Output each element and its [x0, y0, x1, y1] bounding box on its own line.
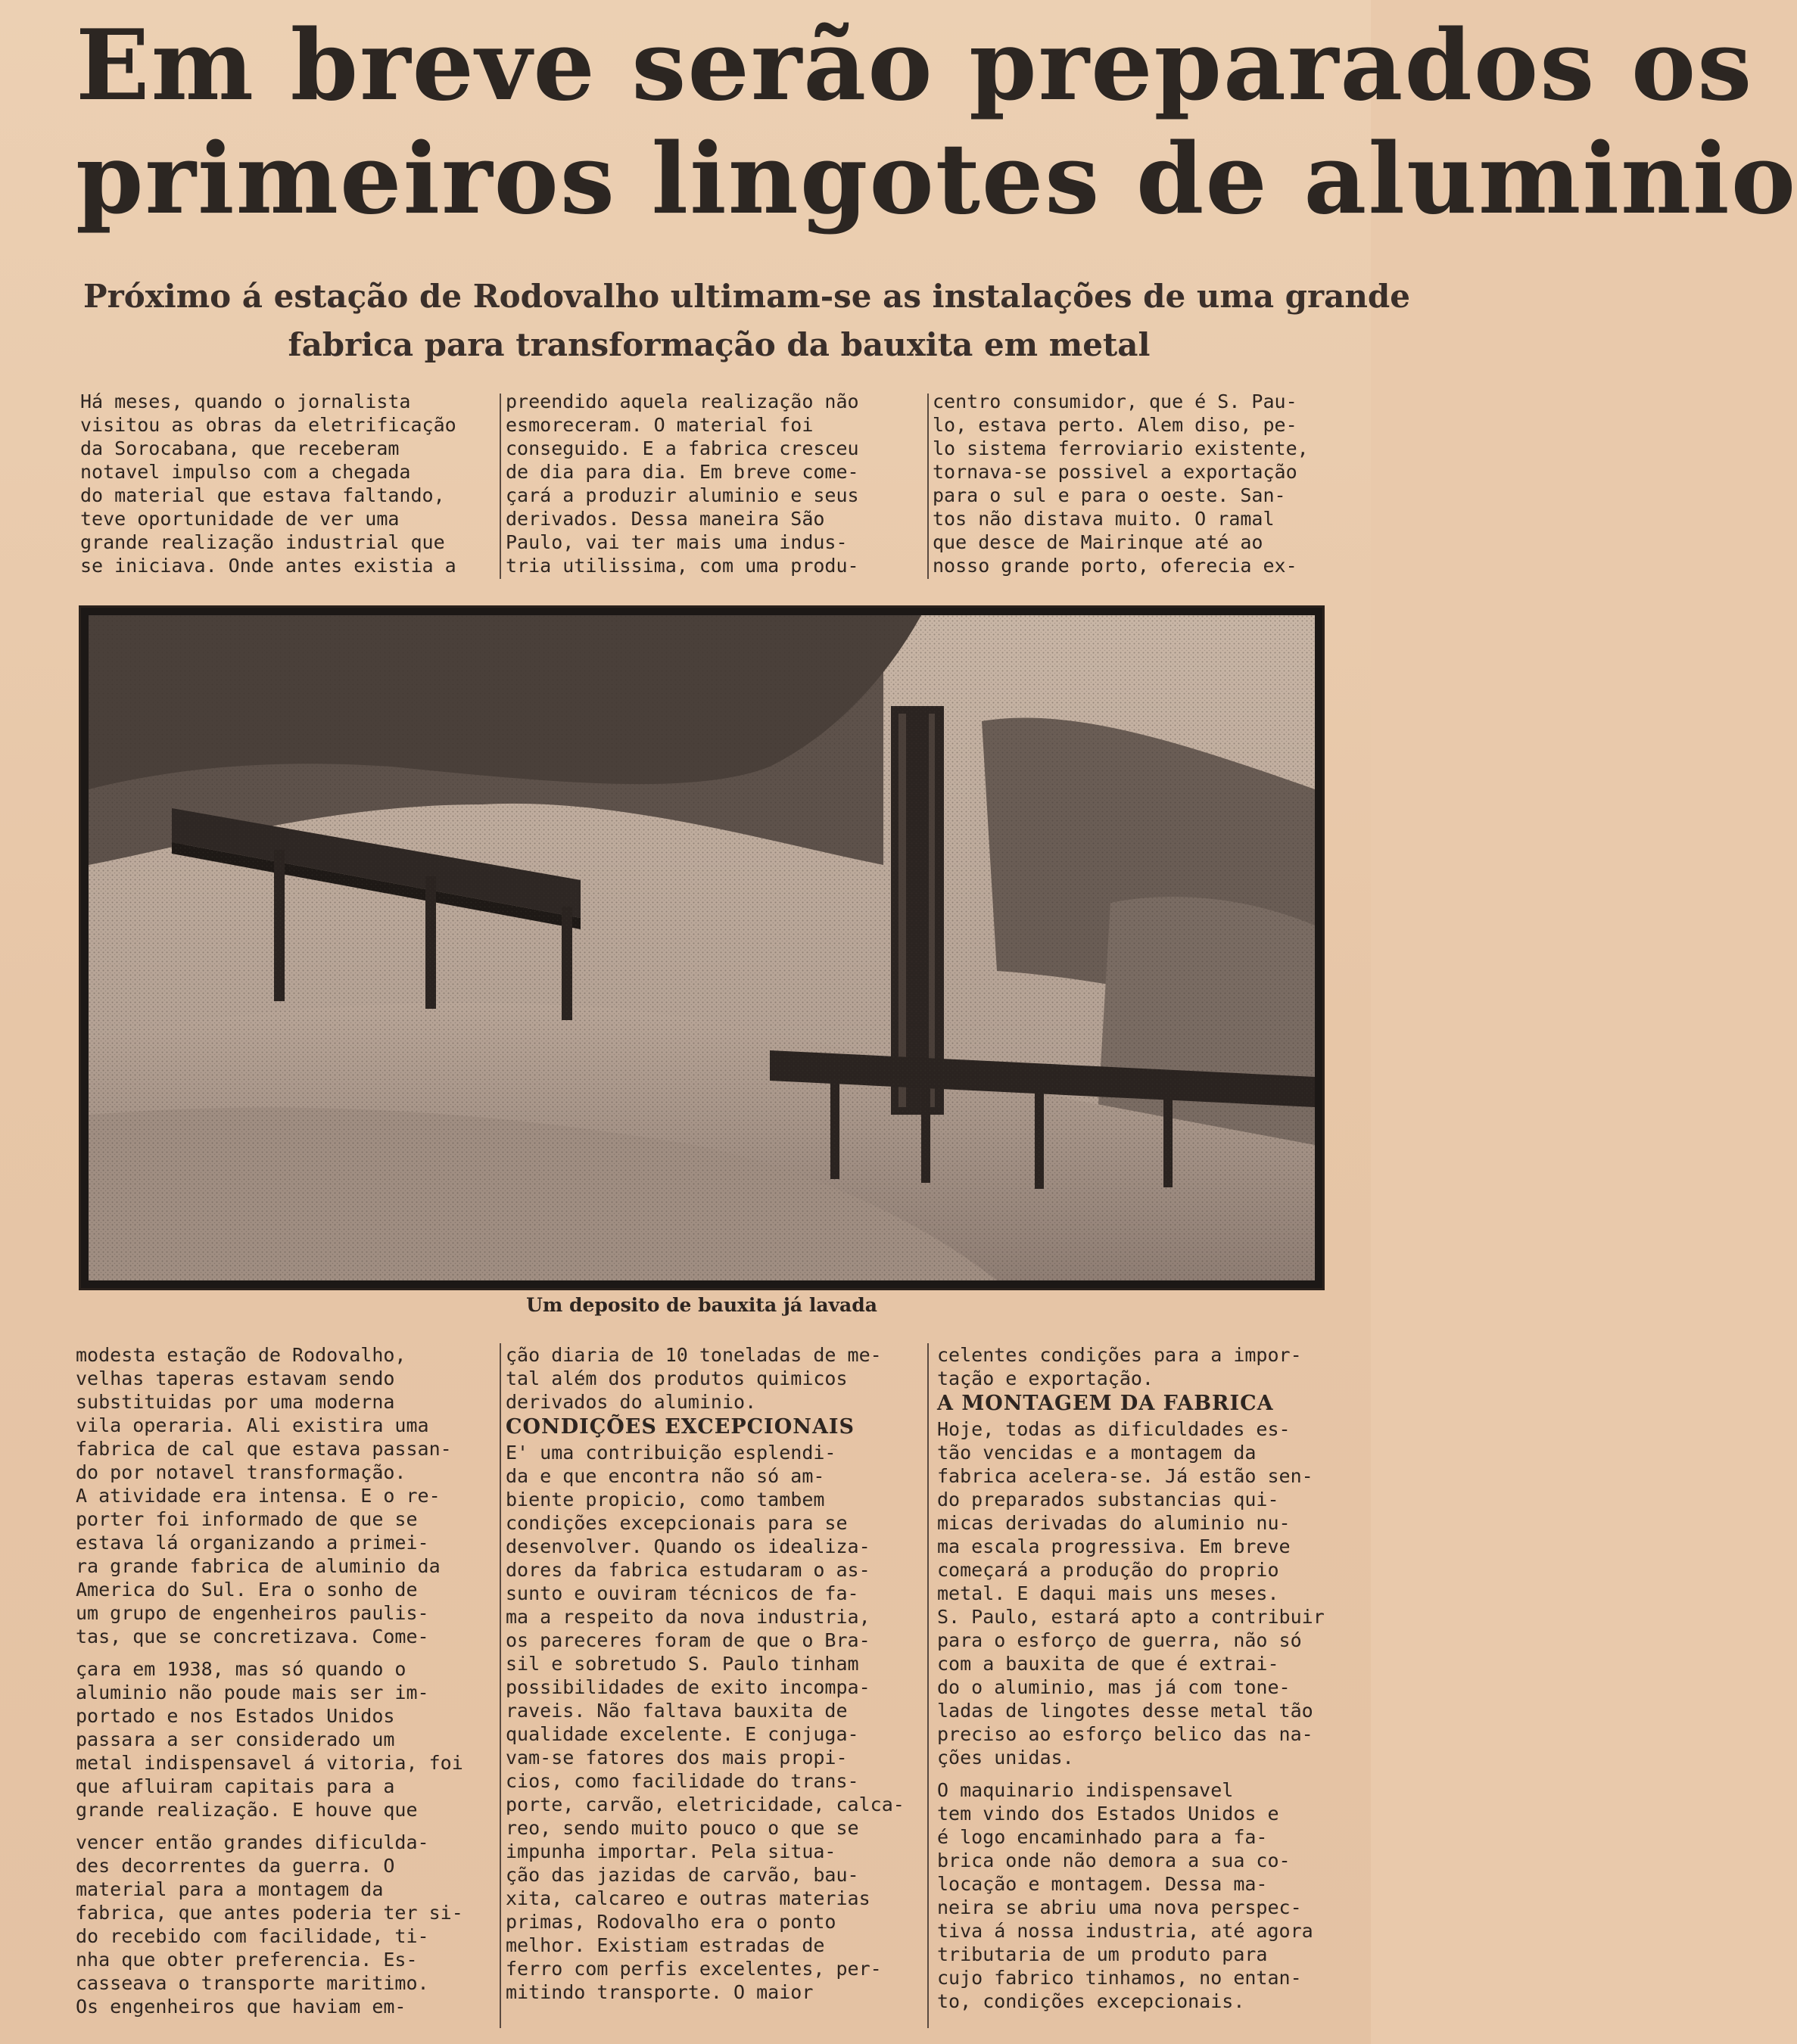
text-line: notavel impulso com a chegada	[80, 461, 411, 483]
text-line: E' uma contribuição esplendi-	[506, 1442, 836, 1464]
column-rule	[927, 394, 929, 579]
text-line: ções unidas.	[937, 1747, 1074, 1769]
bottom-column-3	[937, 1343, 1346, 2013]
text-line: ra grande fabrica de aluminio da	[76, 1555, 441, 1577]
text-line: visitou as obras da eletrificação	[80, 414, 456, 436]
text-line: Há meses, quando o jornalista	[80, 390, 411, 412]
text-line: condições excepcionais para se	[506, 1512, 848, 1534]
text-line: tem vindo dos Estados Unidos e	[937, 1803, 1279, 1825]
text-line: velhas taperas estavam sendo	[76, 1367, 395, 1389]
text-line: do material que estava faltando,	[80, 484, 445, 506]
text-line: ladas de lingotes desse metal tão	[937, 1700, 1313, 1722]
column-rule	[927, 1343, 929, 2028]
text-line: aluminio não poude mais ser im-	[76, 1682, 429, 1703]
headline	[76, 9, 1797, 236]
bauxite-deposit-photo	[89, 615, 1315, 1280]
text-line: melhor. Existiam estradas de	[506, 1934, 825, 1956]
text-line: lo, estava perto. Alem diso, pe-	[933, 414, 1297, 436]
text-line: do recebido com facilidade, ti-	[76, 1925, 429, 1947]
text-line: que desce de Mairinque até ao	[933, 531, 1263, 553]
text-line: para o esforço de guerra, não só	[937, 1629, 1302, 1651]
text-line: biente propicio, como tambem	[506, 1489, 825, 1510]
text-line: çara em 1938, mas só quando o	[76, 1658, 406, 1680]
text-line: Os engenheiros que haviam em-	[76, 1996, 406, 2018]
text-line: ção das jazidas de carvão, bau-	[506, 1864, 859, 1886]
text-line: America do Sul. Era o sonho de	[76, 1579, 418, 1601]
text-line: para o sul e para o oeste. San-	[933, 484, 1286, 506]
text-line: é logo encaminhado para a fa-	[937, 1826, 1268, 1848]
section-heading: CONDIÇÕES EXCEPCIONAIS	[506, 1415, 855, 1439]
text-line: nha que obter preferencia. Es-	[76, 1949, 418, 1971]
text-line	[937, 1769, 1346, 1778]
text-line: derivados. Dessa maneira São	[506, 508, 825, 530]
text-line: tornava-se possivel a exportação	[933, 461, 1297, 483]
text-line: com a bauxita de que é extrai-	[937, 1653, 1279, 1675]
text-line: se iniciava. Onde antes existia a	[80, 555, 456, 577]
top-column-1	[80, 390, 489, 577]
section-heading: A MONTAGEM DA FABRICA	[937, 1392, 1274, 1415]
text-line: vam-se fatores dos mais propi-	[506, 1747, 848, 1769]
text-line: ção diaria de 10 toneladas de me-	[506, 1344, 882, 1366]
headline-line-1: Em breve serão preparados os	[76, 9, 1754, 123]
text-line: metal. E daqui mais uns meses.	[937, 1582, 1279, 1604]
text-line	[76, 1648, 488, 1657]
text-line: ferro com perfis excelentes, per-	[506, 1958, 882, 1980]
text-line: A atividade era intensa. E o re-	[76, 1485, 441, 1507]
text-line: mitindo transporte. O maior	[506, 1981, 814, 2003]
text-line: da Sorocabana, que receberam	[80, 437, 400, 459]
text-line: grande realização. E houve que	[76, 1799, 418, 1821]
text-line: vila operaria. Ali existira uma	[76, 1414, 429, 1436]
text-line: xita, calcareo e outras materias	[506, 1887, 870, 1909]
text-line: preciso ao esforço belico das na-	[937, 1723, 1313, 1745]
text-line: centro consumidor, que é S. Pau-	[933, 390, 1297, 412]
text-line: cujo fabrico tinhamos, no entan-	[937, 1967, 1302, 1989]
text-line: esmoreceram. O material foi	[506, 414, 814, 436]
text-line: derivados do aluminio.	[506, 1391, 757, 1413]
text-line: os pareceres foram de que o Bra-	[506, 1629, 870, 1651]
bottom-column-2	[506, 1343, 922, 2004]
text-line: começará a produção do proprio	[937, 1559, 1279, 1581]
text-line: celentes condições para a impor-	[937, 1344, 1302, 1366]
top-column-2	[506, 390, 922, 577]
text-line: substituidas por uma moderna	[76, 1391, 395, 1413]
text-line: do preparados substancias qui-	[937, 1489, 1279, 1510]
photo-caption: Um deposito de bauxita já lavada	[526, 1294, 877, 1316]
text-line: modesta estação de Rodovalho,	[76, 1344, 406, 1366]
text-line: tria utilissima, com uma produ-	[506, 555, 859, 577]
text-line: do o aluminio, mas já com tone-	[937, 1676, 1291, 1698]
text-line: portado e nos Estados Unidos	[76, 1705, 395, 1727]
text-line: um grupo de engenheiros paulis-	[76, 1602, 429, 1624]
headline-line-2: primeiros lingotes de aluminio	[76, 123, 1797, 236]
text-line: reo, sendo muito pouco o que se	[506, 1817, 859, 1839]
text-line: porter foi informado de que se	[76, 1508, 418, 1530]
text-line: impunha importar. Pela situa-	[506, 1840, 836, 1862]
text-line: vencer então grandes dificulda-	[76, 1831, 429, 1853]
photograph	[79, 605, 1325, 1290]
text-line: porte, carvão, eletricidade, calca-	[506, 1794, 905, 1815]
subheadline	[83, 272, 1410, 369]
text-line: des decorrentes da guerra. O	[76, 1855, 395, 1877]
text-line: çará a produzir aluminio e seus	[506, 484, 859, 506]
text-line: dores da fabrica estudaram o as-	[506, 1559, 870, 1581]
text-line: estava lá organizando a primei-	[76, 1532, 429, 1554]
top-column-3	[933, 390, 1345, 577]
text-line: tação e exportação.	[937, 1367, 1154, 1389]
text-line: micas derivadas do aluminio nu-	[937, 1512, 1291, 1534]
text-line: lo sistema ferroviario existente,	[933, 437, 1309, 459]
text-line: da e que encontra não só am-	[506, 1465, 825, 1487]
text-line: de dia para dia. Em breve come-	[506, 461, 859, 483]
bottom-column-1	[76, 1343, 488, 2018]
text-line: tiva á nossa industria, até agora	[937, 1920, 1313, 1942]
column-rule	[500, 1343, 501, 2028]
text-line: raveis. Não faltava bauxita de	[506, 1700, 848, 1722]
text-line: material para a montagem da	[76, 1878, 384, 1900]
text-line: primas, Rodovalho era o ponto	[506, 1911, 836, 1933]
text-line: sil e sobretudo S. Paulo tinham	[506, 1653, 859, 1675]
text-line: tas, que se concretizava. Come-	[76, 1626, 429, 1647]
text-line: passara a ser considerado um	[76, 1728, 395, 1750]
text-line: neira se abriu uma nova perspec-	[937, 1896, 1302, 1918]
text-line: ma escala progressiva. Em breve	[937, 1535, 1291, 1557]
text-line: casseava o transporte maritimo.	[76, 1972, 429, 1994]
text-line: tos não distava muito. O ramal	[933, 508, 1275, 530]
column-rule	[500, 394, 501, 579]
text-line: O maquinario indispensavel	[937, 1779, 1234, 1801]
text-line: teve oportunidade de ver uma	[80, 508, 400, 530]
text-line: locação e montagem. Dessa ma-	[937, 1873, 1268, 1895]
text-line: ma a respeito da nova industria,	[506, 1606, 870, 1628]
text-line: qualidade excelente. E conjuga-	[506, 1723, 859, 1745]
text-line: fabrica de cal que estava passan-	[76, 1438, 452, 1460]
text-line: que afluiram capitais para a	[76, 1775, 395, 1797]
text-line	[76, 1822, 488, 1831]
text-line: tributaria de um produto para	[937, 1943, 1268, 1965]
text-line: to, condições excepcionais.	[937, 1990, 1245, 2012]
text-line: do por notavel transformação.	[76, 1461, 406, 1483]
text-line: desenvolver. Quando os idealiza-	[506, 1535, 870, 1557]
text-line: metal indispensavel á vitoria, foi	[76, 1752, 463, 1774]
text-line: possibilidades de exito incompa-	[506, 1676, 870, 1698]
text-line: nosso grande porto, oferecia ex-	[933, 555, 1297, 577]
text-line: sunto e ouviram técnicos de fa-	[506, 1582, 859, 1604]
text-line: fabrica acelera-se. Já estão sen-	[937, 1465, 1313, 1487]
text-line: Paulo, vai ter mais uma indus-	[506, 531, 848, 553]
text-line: tal além dos produtos quimicos	[506, 1367, 848, 1389]
text-line: fabrica, que antes poderia ter si-	[76, 1902, 463, 1924]
text-line: grande realização industrial que	[80, 531, 445, 553]
text-line: preendido aquela realização não	[506, 390, 859, 412]
text-line: tão vencidas e a montagem da	[937, 1442, 1257, 1464]
text-line: conseguido. E a fabrica cresceu	[506, 437, 859, 459]
text-line: Hoje, todas as dificuldades es-	[937, 1418, 1291, 1440]
text-line: S. Paulo, estará apto a contribuir	[937, 1606, 1325, 1628]
text-line: cios, como facilidade do trans-	[506, 1770, 859, 1792]
subheadline-line-1: Próximo á estação de Rodovalho ultimam-se as instalações de uma grande	[83, 278, 1410, 315]
subheadline-line-2: fabrica para transformação da bauxita em metal	[288, 326, 1151, 363]
text-line: brica onde não demora a sua co-	[937, 1850, 1291, 1871]
